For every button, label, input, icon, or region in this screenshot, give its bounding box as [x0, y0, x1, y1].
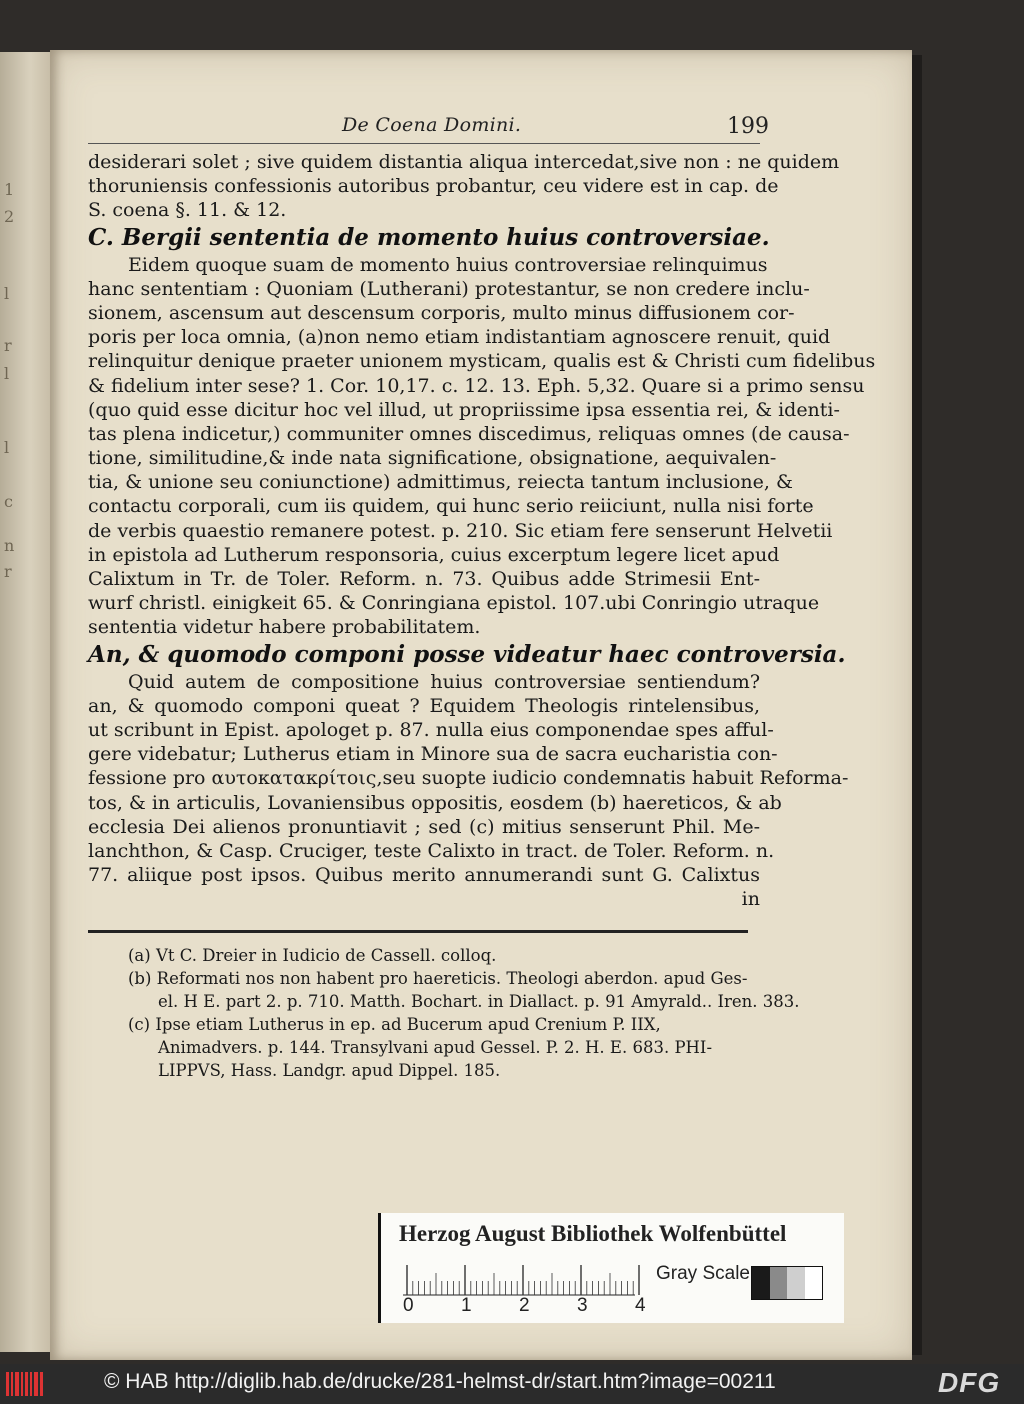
text-line: poris per loca omnia, (a)non nemo etiam indistantiam agnoscere renuit, quid: [88, 326, 831, 349]
edge-mark: l: [4, 284, 10, 303]
gray-swatch: [787, 1267, 805, 1299]
text-line: tas plena indicetur,) communiter omnes discedimus, reliquas omnes (de causa-: [88, 422, 850, 445]
text-line: sententia videtur habere probabilitatem.: [88, 616, 481, 639]
running-head: De Coena Domini.: [342, 114, 522, 136]
footnote-line: (c) Ipse etiam Lutherus in ep. ad Bucerum apud Crenium P. IIX,: [128, 1015, 661, 1034]
page-number: 199: [727, 114, 769, 139]
edge-mark: 1: [4, 180, 15, 199]
text-line: contactu corporali, cum iis quidem, qui hunc serio reiiciunt, nulla nisi forte: [88, 495, 814, 518]
text-line: gere videbatur; Lutherus etiam in Minore sua de sacra eucharistia con-: [88, 743, 778, 766]
text-line: tos, & in articulis, Lovaniensibus oppositis, eosdem (b) haereticos, & ab: [88, 791, 782, 814]
library-title: Herzog August Bibliothek Wolfenbüttel: [399, 1221, 787, 1246]
footnote-line: LIPPVS, Hass. Landgr. apud Dippel. 185.: [158, 1061, 501, 1080]
text-line: an, & quomodo componi queat ? Equidem Theologis rintelensibus,: [88, 694, 760, 717]
footnote-rule: [88, 930, 748, 933]
ruler-icon: [403, 1261, 643, 1297]
gray-scale-swatches: [751, 1266, 823, 1300]
color-scale-card: [378, 1213, 844, 1323]
section-heading: C. Bergii sententia de momento huius controversiae.: [88, 223, 770, 251]
edge-mark: r: [4, 562, 12, 581]
gray-scale-label: Gray Scale: [656, 1263, 750, 1284]
text-line: sionem, ascensum aut descensum corporis, multo minus diffusionem cor-: [88, 301, 795, 324]
text-line: ut scribunt in Epist. apologet p. 87. nulla eius componendae spes afful-: [88, 718, 774, 741]
text-line: S. coena §. 11. & 12.: [88, 199, 287, 222]
footnote-line: (b) Reformati nos non habent pro haereticis. Theologi aberdon. apud Ges-: [128, 969, 748, 988]
text-line: & fidelium inter sese? 1. Cor. 10,17. c. 12. 13. Eph. 5,32. Quare si a primo sensu: [88, 374, 865, 397]
text-line: Eidem quoque suam de momento huius controversiae relinquimus: [128, 253, 768, 276]
text-line: (quo quid esse dicitur hoc vel illud, ut propriissime ipsa essentia rei, & identi-: [88, 398, 840, 421]
gray-swatch: [770, 1267, 788, 1299]
text-line: in epistola ad Lutherum responsoria, cuius excerptum legere licet apud: [88, 543, 780, 566]
edge-mark: l: [4, 364, 10, 383]
section-heading: An, & quomodo componi posse videatur haec controversia.: [88, 640, 846, 668]
footer-bar: [0, 1364, 1024, 1404]
ruler-number: 3: [577, 1295, 588, 1316]
footnotes: [128, 944, 800, 1082]
header-rule: [88, 143, 760, 144]
edge-mark: n: [4, 536, 15, 555]
text-line: fessione pro αυτοκατακρίτοις,seu suopte iudicio condemnatis habuit Reforma-: [88, 767, 849, 790]
text-line: tione, similitudine,& inde nata significatione, obsignatione, aequivalen-: [88, 447, 777, 470]
text-line: thoruniensis confessionis autoribus probantur, ceu videre est in cap. de: [88, 175, 779, 198]
footnote-line: el. H E. part 2. p. 710. Matth. Bochart. in Diallact. p. 91 Amyrald.. Iren. 383.: [158, 992, 800, 1011]
gray-swatch: [752, 1267, 770, 1299]
ruler-number: 1: [461, 1295, 472, 1316]
barcode-icon: [6, 1372, 44, 1396]
edge-mark: c: [4, 492, 13, 511]
text-line: de verbis quaestio remanere potest. p. 210. Sic etiam fere senserunt Helvetii: [88, 519, 833, 542]
text-line: lanchthon, & Casp. Cruciger, teste Calixto in tract. de Toler. Reform. n.: [88, 839, 775, 862]
ruler-number: 0: [403, 1295, 414, 1316]
text-line: Quid autem de compositione huius controversiae sentiendum?: [128, 670, 760, 693]
ruler-number: 4: [635, 1295, 646, 1316]
text-line: Calixtum in Tr. de Toler. Reform. n. 73. Quibus adde Strimesii Ent-: [88, 568, 760, 590]
text-line: relinquitur denique praeter unionem mysticam, qualis est & Christi cum fidelibus: [88, 350, 876, 373]
footnote-line: Animadvers. p. 144. Transylvani apud Gessel. P. 2. H. E. 683. PHI-: [158, 1038, 713, 1057]
edge-mark: 2: [4, 207, 15, 226]
dfg-logo: DFG: [938, 1367, 1001, 1398]
gray-swatch: [805, 1267, 823, 1299]
text-line: hanc sententiam : Quoniam (Lutherani) protestantur, se non credere inclu-: [88, 277, 810, 300]
ruler-number: 2: [519, 1295, 530, 1316]
text-line: 77. aliique post ipsos. Quibus merito annumerandi sunt G. Calixtus: [88, 864, 760, 887]
footnote-line: (a) Vt C. Dreier in Iudicio de Cassell. colloq.: [128, 946, 497, 965]
source-link[interactable]: © HAB http://diglib.hab.de/drucke/281-helmst-dr/start.htm?image=00211: [104, 1370, 776, 1393]
text-line: wurf christl. einigkeit 65. & Conringiana epistol. 107.ubi Conringio utraque: [88, 592, 820, 615]
previous-page-edge: [0, 52, 50, 1352]
text-line: tia, & unione seu coniunctione) admittimus, reiecta tantum inclusione, &: [88, 471, 793, 494]
edge-mark: r: [4, 336, 12, 355]
body-text: [88, 150, 876, 911]
text-line: desiderari solet ; sive quidem distantia aliqua intercedat,sive non : ne quidem: [88, 151, 840, 173]
page-shadow: [912, 55, 922, 1355]
catchword: in: [741, 888, 760, 911]
text-line: ecclesia Dei alienos pronuntiavit ; sed (c) mitius senserunt Phil. Me-: [88, 815, 760, 838]
edge-mark: l: [4, 438, 10, 457]
